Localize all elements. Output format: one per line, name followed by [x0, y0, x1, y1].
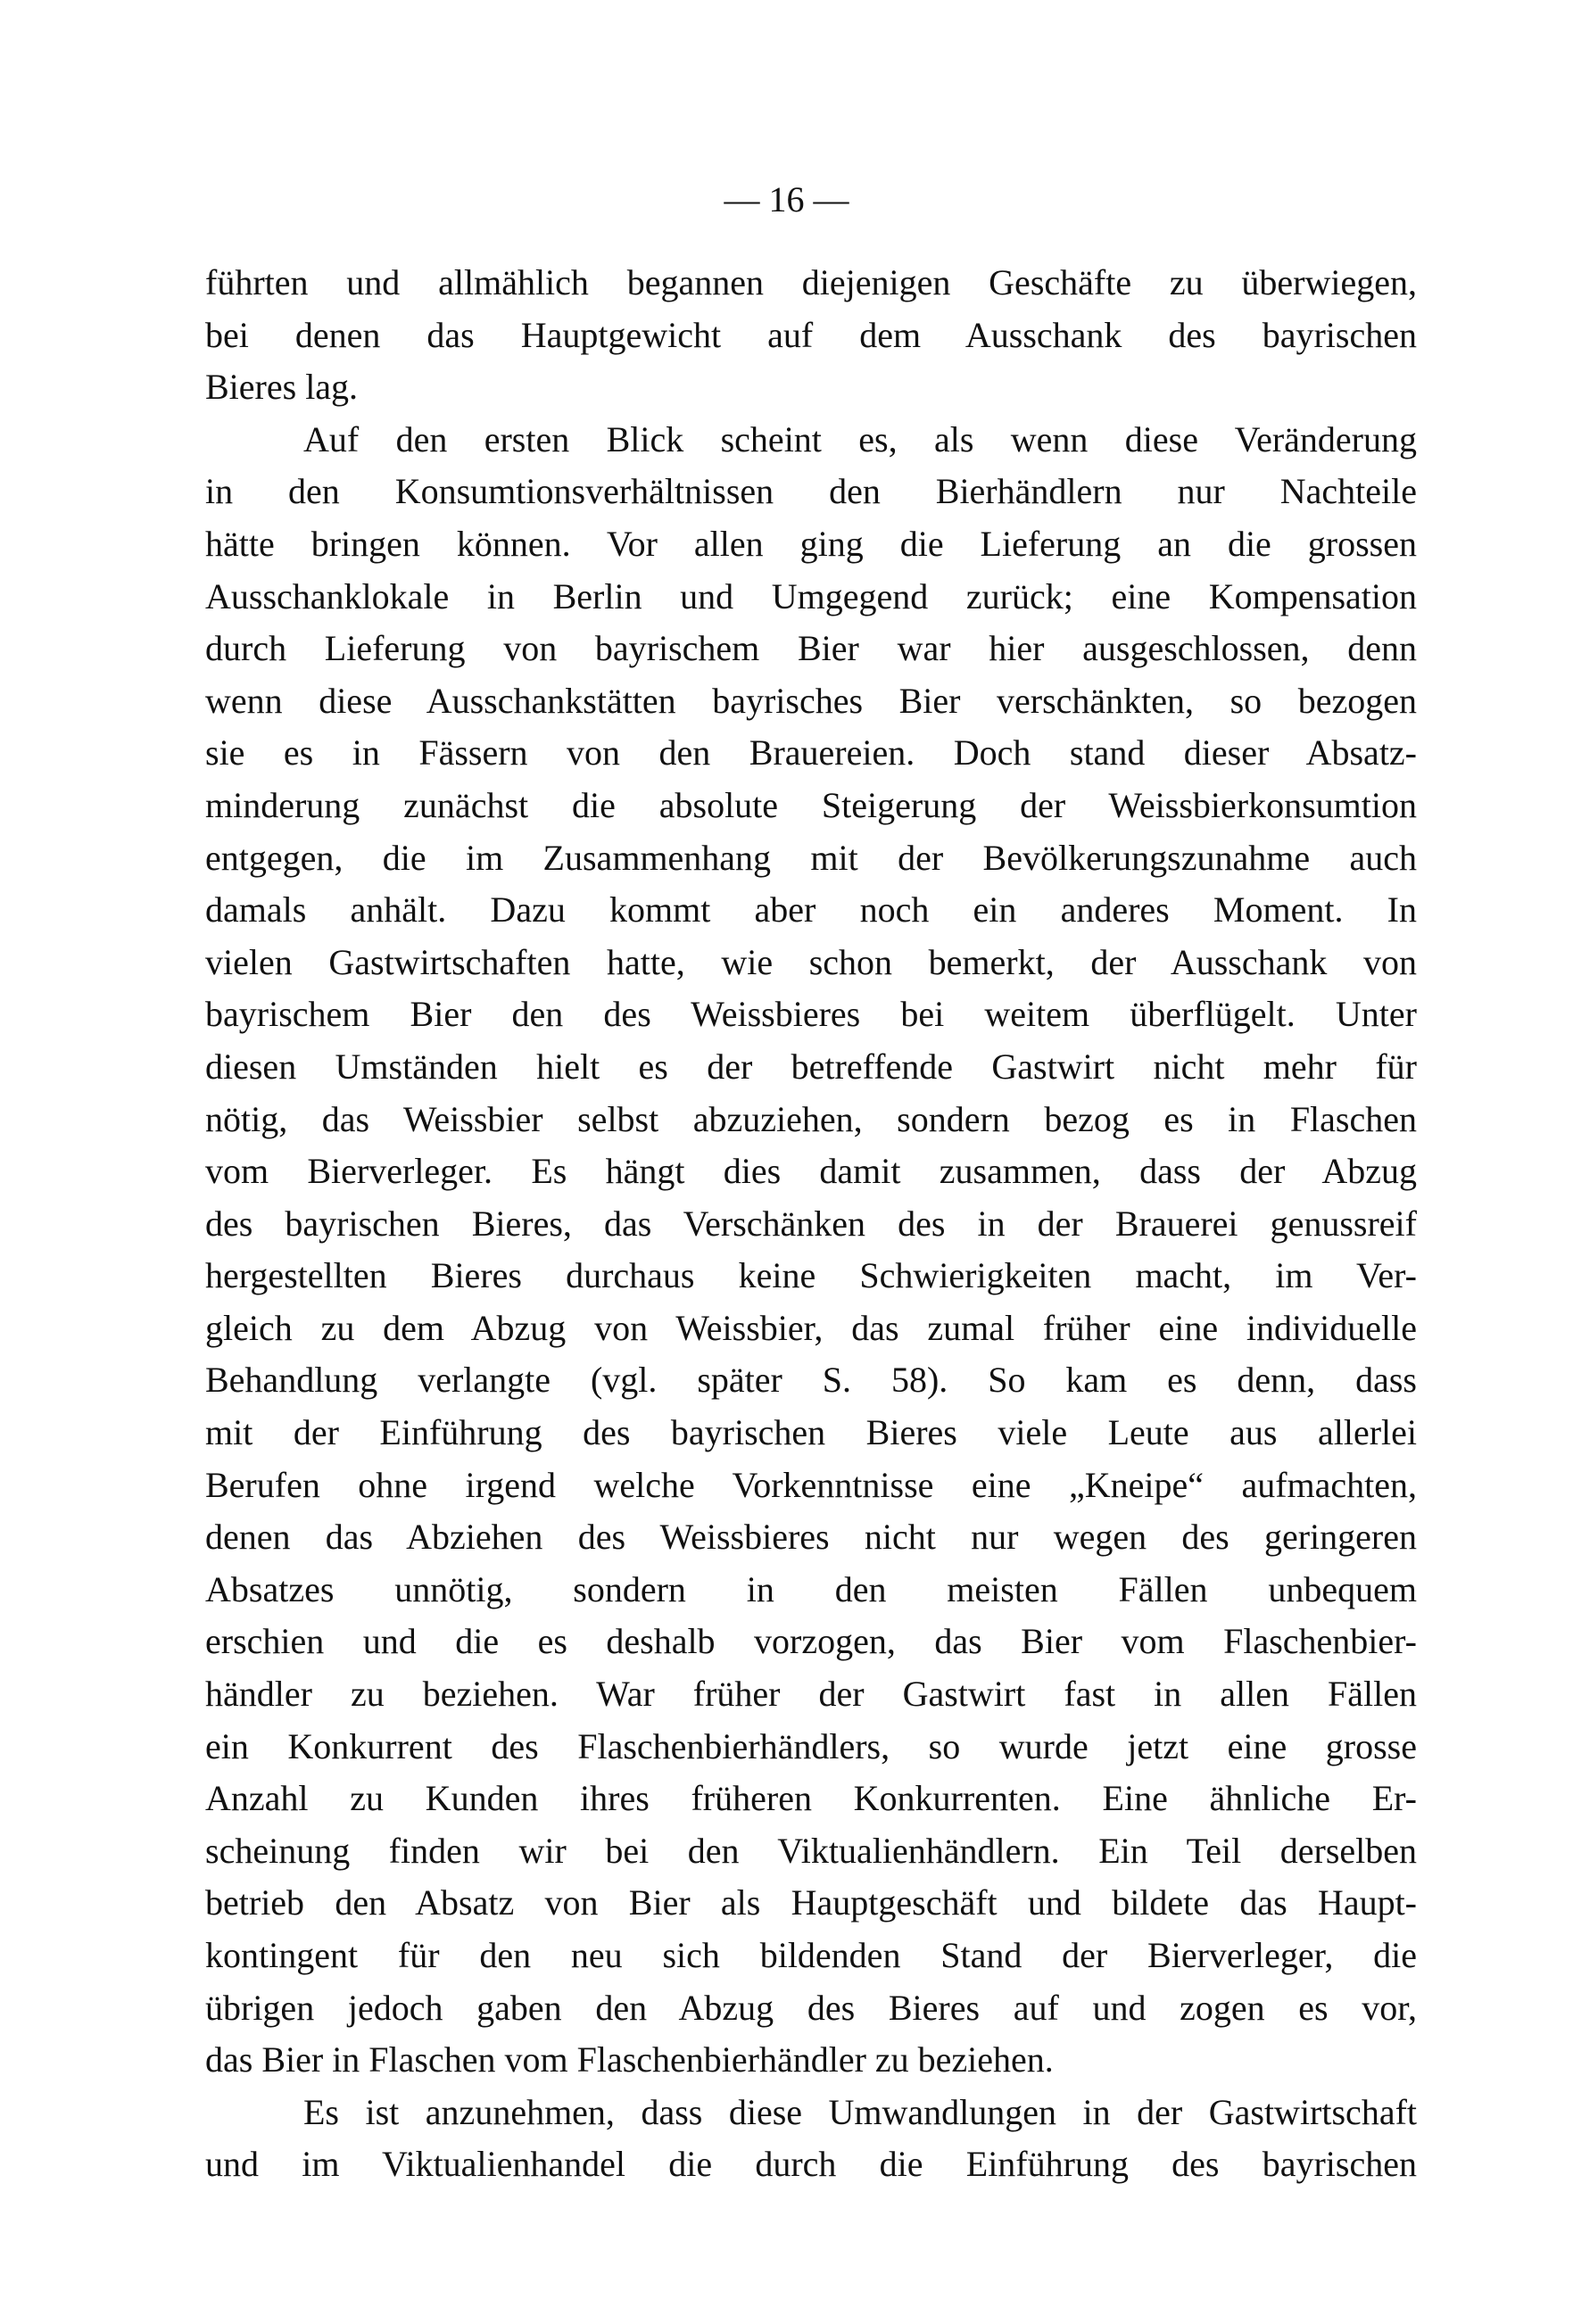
text-line: entgegen, die im Zusammenhang mit der Bevölkerungszunahme auch: [205, 837, 1417, 878]
text-line: mit der Einführung des bayrischen Bieres viele Leute aus allerlei: [205, 1412, 1417, 1453]
text-line: Anzahl zu Kunden ihres früheren Konkurrenten. Eine ähnliche Er-: [205, 1778, 1417, 1819]
text-line: vielen Gastwirtschaften hatte, wie schon bemerkt, der Ausschank von: [205, 941, 1417, 982]
text-line: und im Viktualienhandel die durch die Einführung des bayrischen: [205, 2144, 1417, 2185]
text-line: händler zu beziehen. War früher der Gastwirt fast in allen Fällen: [205, 1674, 1417, 1715]
text-line: kontingent für den neu sich bildenden Stand der Bierverleger, die: [205, 1935, 1417, 1975]
text-line: bayrischem Bier den des Weissbieres bei weitem überflügelt. Unter: [205, 994, 1417, 1035]
text-line: in den Konsumtionsverhältnissen den Bierhändlern nur Nachteile: [205, 471, 1417, 512]
text-line: minderung zunächst die absolute Steigerung der Weissbierkonsumtion: [205, 784, 1417, 825]
text-line: vom Bierverleger. Es hängt dies damit zusammen, dass der Abzug: [205, 1151, 1417, 1192]
text-line: wenn diese Ausschankstätten bayrisches Bier verschänkten, so bezogen: [205, 680, 1417, 721]
text-line: übrigen jedoch gaben den Abzug des Bieres auf und zogen es vor,: [205, 1987, 1417, 2028]
text-line: ein Konkurrent des Flaschenbierhändlers, so wurde jetzt eine grosse: [205, 1725, 1417, 1766]
text-line: Es ist anzunehmen, dass diese Umwandlungen in der Gastwirtschaft: [303, 2091, 1417, 2132]
text-line: denen das Abziehen des Weissbieres nicht nur wegen des geringeren: [205, 1517, 1417, 1558]
text-line: führten und allmählich begannen diejenigen Geschäfte zu überwiegen,: [205, 262, 1417, 302]
text-line: Bieres lag.: [205, 367, 359, 408]
text-line: Ausschanklokale in Berlin und Umgegend zurück; eine Kompensation: [205, 575, 1417, 616]
text-line: Absatzes unnötig, sondern in den meisten Fällen unbequem: [205, 1568, 1417, 1609]
text-line: Behandlung verlangte (vgl. später S. 58). So kam es denn, dass: [205, 1360, 1417, 1401]
page-number: — 16 —: [724, 179, 849, 219]
text-line: das Bier in Flaschen vom Flaschenbierhändler zu beziehen.: [205, 2039, 1054, 2080]
text-line: scheinung finden wir bei den Viktualienhändlern. Ein Teil derselben: [205, 1830, 1417, 1871]
text-line: durch Lieferung von bayrischem Bier war hier ausgeschlossen, denn: [205, 628, 1417, 669]
text-line: damals anhält. Dazu kommt aber noch ein anderes Moment. In: [205, 889, 1417, 930]
text-line: Auf den ersten Blick scheint es, als wenn diese Veränderung: [303, 418, 1417, 459]
text-line: bei denen das Hauptgewicht auf dem Ausschank des bayrischen: [205, 314, 1417, 355]
text-line: diesen Umständen hielt es der betreffende Gastwirt nicht mehr für: [205, 1046, 1417, 1087]
text-line: hergestellten Bieres durchaus keine Schwierigkeiten macht, im Ver-: [205, 1255, 1417, 1296]
text-line: betrieb den Absatz von Bier als Hauptgeschäft und bildete das Haupt-: [205, 1882, 1417, 1923]
text-line: erschien und die es deshalb vorzogen, das Bier vom Flaschenbier-: [205, 1621, 1417, 1662]
text-line: Berufen ohne irgend welche Vorkenntnisse eine „Kneipe“ aufmachten,: [205, 1464, 1417, 1505]
text-line: hätte bringen können. Vor allen ging die Lieferung an die grossen: [205, 523, 1417, 564]
body-text: [205, 257, 1417, 2191]
text-line: nötig, das Weissbier selbst abzuziehen, sondern bezog es in Flaschen: [205, 1098, 1417, 1139]
text-line: sie es in Fässern von den Brauereien. Doch stand dieser Absatz-: [205, 732, 1417, 773]
text-line: gleich zu dem Abzug von Weissbier, das zumal früher eine individuelle: [205, 1307, 1417, 1348]
text-line: des bayrischen Bieres, das Verschänken des in der Brauerei genussreif: [205, 1203, 1417, 1244]
